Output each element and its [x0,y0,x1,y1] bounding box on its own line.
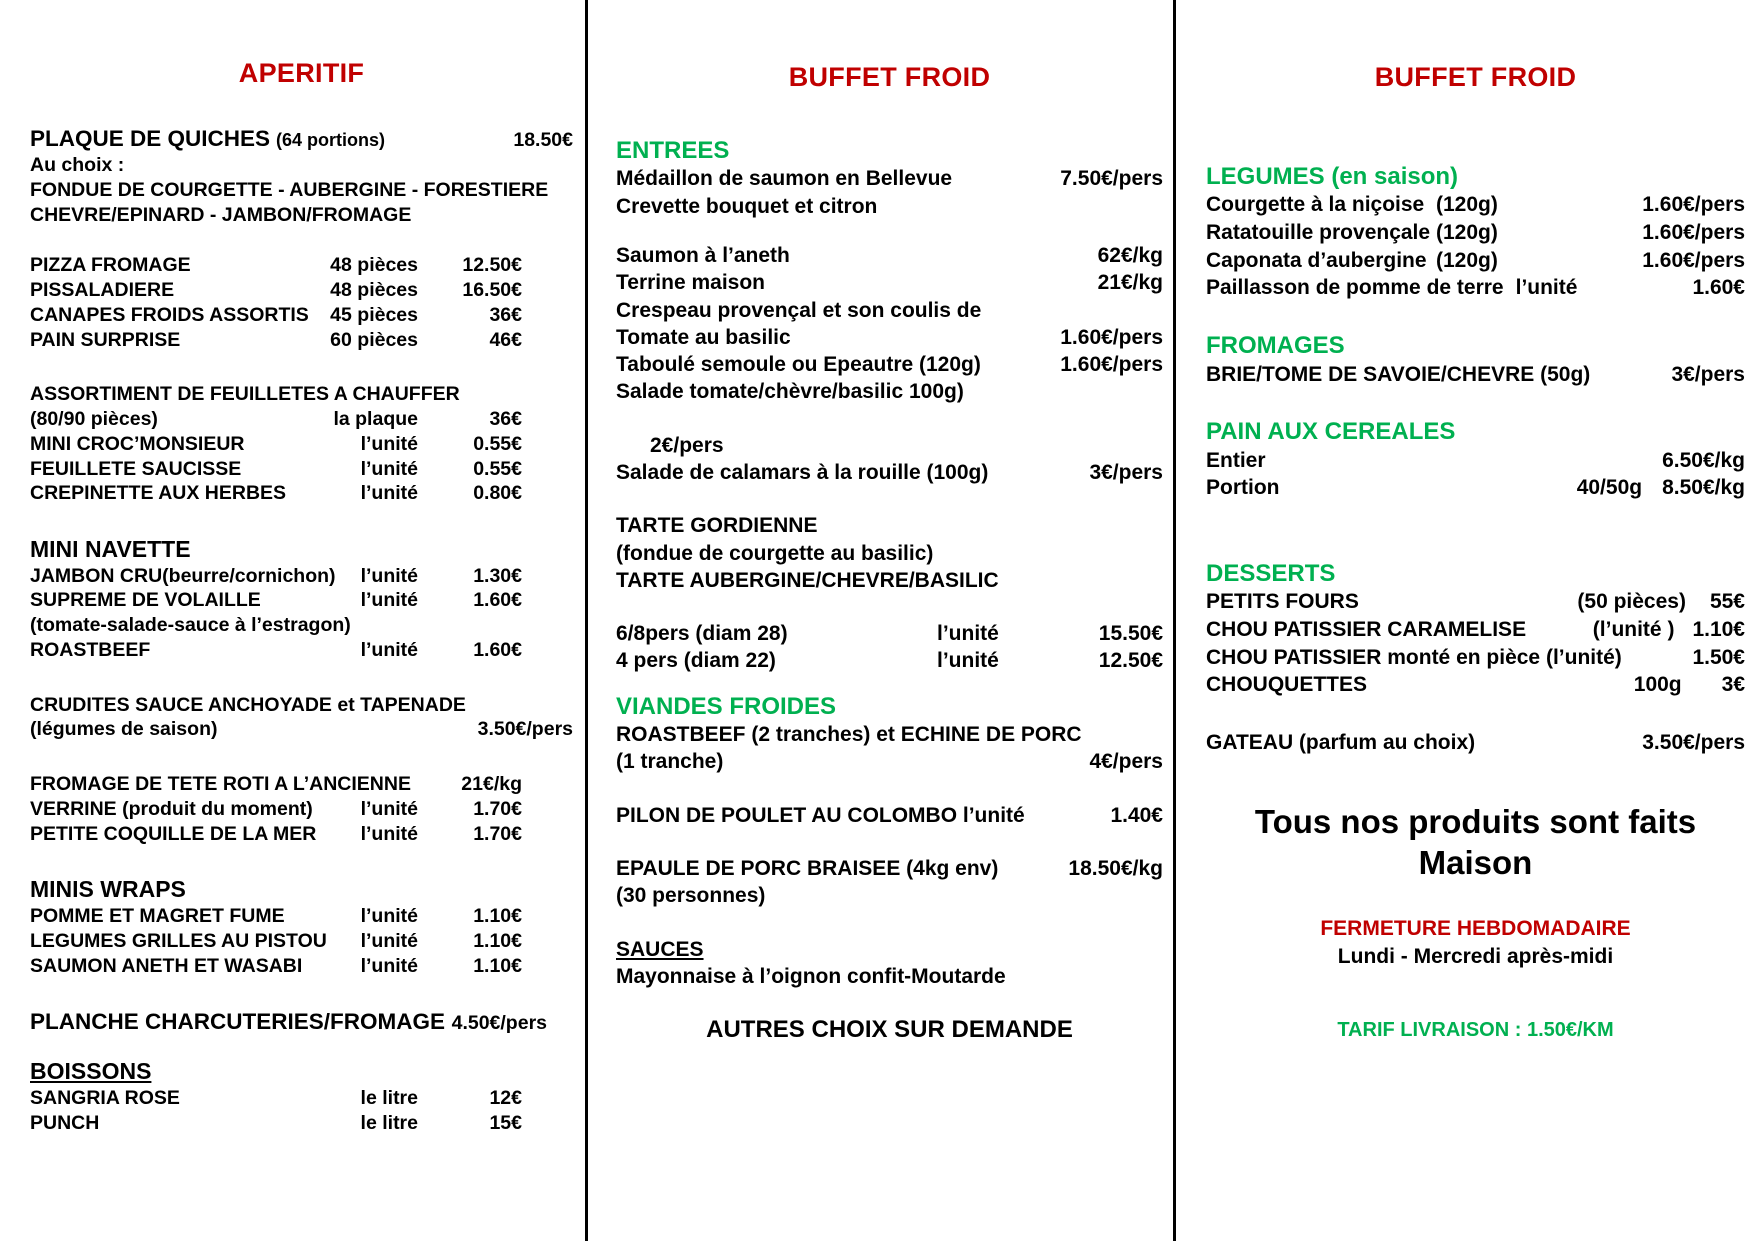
item-name: (80/90 pièces) [30,408,158,431]
item-qty: le litre [360,1111,418,1134]
item-price: 1.50€ [1692,645,1745,669]
item-name: MINI CROC’MONSIEUR [30,432,245,455]
menu-row-pissaladiere [30,278,573,303]
item-name: CREPINETTE AUX HERBES [30,482,287,505]
item-qty: l’unité [360,482,418,505]
item-price: 0.55€ [473,432,522,455]
item-price: 12€ [489,1087,522,1110]
item-name: FROMAGE DE TETE ROTI A L’ANCIENNE [30,773,411,796]
menu-row-pain-entier [1206,447,1745,475]
menu-row-paillasson [1206,274,1745,302]
menu-row-ratatouille [1206,219,1745,247]
item-price: 3.50€/pers [477,718,573,741]
item-qty: l’unité [360,564,418,587]
item-price: 1.10€ [473,954,522,977]
item-price: 1.40€ [1110,803,1163,827]
item-name: Ratatouille provençale [1206,221,1431,245]
item-price: 15.50€ [1098,622,1163,646]
item-price: 3€/pers [1671,362,1745,386]
menu-row-pain-surprise [30,328,573,353]
item-name: Tomate au basilic [616,325,791,349]
item-price: 1.70€ [473,822,522,845]
item-name: PIZZA FROMAGE [30,254,191,277]
item-unit: 40/50g [1576,476,1643,500]
item-qty: l’unité [360,457,418,480]
item-name: Médaillon de saumon en Bellevue [616,167,953,191]
tarte-aubergine-heading: TARTE AUBERGINE/CHEVRE/BASILIC [616,568,999,592]
item-unit: l’unité [937,649,999,673]
menu-row-sangria [30,1086,573,1111]
item-name: FEUILLETE SAUCISSE [30,457,242,480]
page-title-buffet-froid-1: BUFFET FROID [788,62,991,92]
entrees-heading: ENTREES [616,137,730,164]
fromages-heading: FROMAGES [1206,332,1345,360]
item-qty: la plaque [333,408,418,431]
menu-row-feuilletes-plaque [30,407,573,432]
desserts-heading: DESSERTS [1206,559,1336,587]
page-title-aperitif: APERITIF [238,58,365,88]
item-name: SAUMON ANETH ET WASABI [30,954,303,977]
menu-row-epaule-porc [616,855,1163,882]
item-price: 4.50€/pers [451,1012,547,1035]
menu-row-petits-fours [1206,588,1745,616]
menu-row-pizza-fromage [30,253,573,278]
item-name: BRIE/TOME DE SAVOIE/CHEVRE (50g) [1206,362,1591,386]
item-name: SANGRIA ROSE [30,1087,180,1110]
supreme-volaille-note: (tomate-salade-sauce à l’estragon) [30,614,351,637]
viandes-froides-heading: VIANDES FROIDES [616,692,837,720]
item-price: 36€ [489,408,522,431]
item-unit: l’unité [937,622,999,646]
item-qty: 60 pièces [330,328,418,351]
menu-row-crudites [30,717,573,742]
menu-row-pilon-poulet [616,802,1163,829]
boissons-heading: BOISSONS [30,1058,152,1085]
item-qty: l’unité [360,905,418,928]
item-name: EPAULE DE PORC BRAISEE (4kg env) [616,856,999,880]
item-unit: (120g) [1436,193,1498,217]
plaque-quiches-portions: (64 portions) [276,130,386,150]
item-qty: 45 pièces [330,303,418,326]
menu-row-roastbeef-navette [30,638,573,663]
item-name: Terrine maison [616,271,765,295]
menu-row-tomate-basilic [616,324,1163,351]
item-price: 46€ [489,328,522,351]
fermeture-days: Lundi - Mercredi après-midi [1337,945,1614,969]
menu-row-wrap-legumes [30,929,573,954]
menu-row-crepinette [30,481,573,506]
item-price: 3€/pers [1089,460,1163,484]
menu-row-pain-portion [1206,474,1745,502]
item-qty: l’unité [360,929,418,952]
plaque-de-quiches-row [30,125,573,153]
menu-row-wrap-magret [30,904,573,929]
menu-row-tarte-4pers [616,647,1163,674]
item-price: 1.60€ [473,638,522,661]
column-buffet-froid-2 [1173,0,1755,1241]
item-price: 18.50€/kg [1068,856,1163,880]
item-price: 1.10€ [1692,618,1745,641]
item-price: 36€ [489,303,522,326]
item-price: 16.50€ [462,279,522,302]
item-name: 6/8pers (diam 28) [616,622,788,646]
item-name: LEGUMES GRILLES AU PISTOU [30,929,327,952]
maison-slogan-line1: Tous nos produits sont faits [1254,802,1697,840]
item-price: 0.80€ [473,482,522,505]
item-qty: l’unité [360,797,418,820]
item-price: 55€ [1709,590,1745,614]
column-aperitif [0,0,585,1241]
item-name: Saumon à l’aneth [616,243,790,267]
tarte-gordienne-sub: (fondue de courgette au basilic) [616,541,934,565]
item-price: 3€ [1721,673,1745,697]
item-price: 1.10€ [473,929,522,952]
menu-row-feuillete-saucisse [30,457,573,482]
menu-row-courgette-nicoise [1206,191,1745,219]
item-name: 4 pers (diam 22) [616,649,776,673]
item-name: PETITE COQUILLE DE LA MER [30,822,317,845]
menu-row-salade-tomate-chevre: Salade tomate/chèvre/basilic 100g) [616,380,964,404]
item-unit: (l’unité ) [1592,618,1675,641]
maison-slogan [1206,801,1745,884]
item-name: PAIN SURPRISE [30,328,181,351]
menu-row-planche-charcuteries [30,1008,573,1036]
item-name: Portion [1206,476,1280,500]
item-unit: (120g) [1436,248,1498,272]
item-name: CHOU PATISSIER monté en pièce (l’unité) [1206,645,1622,669]
tarif-livraison: TARIF LIVRAISON : 1.50€/KM [1337,1019,1614,1042]
item-name: ROASTBEEF [30,638,151,661]
pain-cereales-heading: PAIN AUX CEREALES [1206,418,1456,446]
item-price: 21€/kg [461,773,522,796]
menu-row-petite-coquille [30,822,573,847]
item-price: 1.60€ [473,589,522,612]
menu-row-croc-monsieur [30,432,573,457]
item-name: Entier [1206,448,1266,472]
item-qty: l’unité [360,638,418,661]
mini-navette-heading: MINI NAVETTE [30,536,191,563]
menu-row-supreme-volaille [30,588,573,613]
menu-row-caponata [1206,247,1745,275]
quiches-choice-line-1: FONDUE DE COURGETTE - AUBERGINE - FORESTIERE [30,178,549,201]
quiches-choice-line-2: CHEVRE/EPINARD - JAMBON/FROMAGE [30,203,412,226]
item-price: 8.50€/kg [1662,476,1745,500]
item-name: JAMBON CRU(beurre/cornichon) [30,564,336,587]
menu-row-wrap-saumon [30,954,573,979]
sauces-heading: SAUCES [616,937,704,961]
page-title-buffet-froid-2: BUFFET FROID [1374,62,1577,92]
item-price: 12.50€ [462,254,522,277]
item-unit: (50 pièces) [1577,590,1686,614]
item-qty: 48 pièces [330,279,418,302]
item-price: 1.60€/pers [1060,353,1163,377]
item-price: 1.30€ [473,564,522,587]
crudites-heading: CRUDITES SAUCE ANCHOYADE et TAPENADE [30,693,466,716]
menu-row-tarte-6-8pers [616,620,1163,647]
maison-slogan-line2: Maison [1418,844,1533,882]
roastbeef-echine-line: ROASTBEEF (2 tranches) et ECHINE DE PORC [616,723,1082,747]
tarte-gordienne-heading: TARTE GORDIENNE [616,514,818,538]
item-name: Caponata d’aubergine [1206,248,1427,272]
fermeture-title: FERMETURE HEBDOMADAIRE [1320,917,1631,941]
menu-row-gateau [1206,729,1745,757]
item-unit: l’unité [1515,276,1578,300]
item-price: 62€/kg [1097,243,1163,267]
menu-row-terrine-maison [616,269,1163,296]
item-qty: l’unité [360,954,418,977]
item-price: 21€/kg [1097,271,1163,295]
item-name: PISSALADIERE [30,279,175,302]
menu-row-saumon-aneth [616,242,1163,269]
item-name: VERRINE (produit du moment) [30,797,313,820]
menu-row-chouquettes [1206,671,1745,699]
menu-row-taboule [616,351,1163,378]
item-price: 4€/pers [1089,750,1163,774]
item-price: 1.70€ [473,797,522,820]
item-qty: 48 pièces [330,254,418,277]
item-name: CANAPES FROIDS ASSORTIS [30,303,309,326]
item-name: SUPREME DE VOLAILLE [30,589,261,612]
menu-row-medaillon-saumon [616,165,1163,192]
column-buffet-froid-1 [585,0,1173,1241]
menu-row-crevette-bouquet: Crevette bouquet et citron [616,194,878,218]
menu-row-brie-tome-chevre [1206,361,1745,389]
item-name: PUNCH [30,1111,100,1134]
plaque-quiches-price: 18.50€ [513,129,573,151]
au-choix-label: Au choix : [30,154,125,177]
item-price: 7.50€/pers [1060,167,1163,191]
item-price: 15€ [489,1111,522,1134]
autres-choix-note: AUTRES CHOIX SUR DEMANDE [706,1016,1073,1044]
menu-row-fromage-de-tete [30,772,573,797]
item-name: POMME ET MAGRET FUME [30,905,285,928]
item-price: 0.55€ [473,457,522,480]
item-name: Taboulé semoule ou Epeautre (120g) [616,353,981,377]
legumes-heading: LEGUMES (en saison) [1206,163,1459,190]
item-name: Paillasson de pomme de terre [1206,276,1504,300]
item-name: Courgette à la niçoise [1206,193,1425,217]
item-price: 6.50€/kg [1662,448,1745,472]
item-name: PILON DE POULET AU COLOMBO l’unité [616,803,1025,827]
menu-row-jambon-cru [30,564,573,589]
menu-row-1-tranche [616,748,1163,775]
item-name: (1 tranche) [616,750,724,774]
item-name: PLANCHE CHARCUTERIES/FROMAGE [30,1009,446,1035]
menu-row-chou-caramelise [1206,616,1745,644]
item-price: 1.60€/pers [1642,221,1745,245]
feuilletes-heading: ASSORTIMENT DE FEUILLETES A CHAUFFER [30,383,460,406]
item-name: Salade de calamars à la rouille (100g) [616,460,989,484]
menu-row-chou-monte [1206,644,1745,672]
crespeau-line: Crespeau provençal et son coulis de [616,298,982,322]
item-unit: (120g) [1436,221,1498,245]
menu-row-canapes-froids [30,303,573,328]
item-qty: le litre [360,1087,418,1110]
epaule-porc-sub: (30 personnes) [616,884,766,908]
sauces-line: Mayonnaise à l’oignon confit-Moutarde [616,964,1006,988]
plaque-quiches-label: PLAQUE DE QUICHES [30,126,271,151]
menu-row-punch [30,1111,573,1136]
item-price: 1.60€/pers [1642,248,1745,272]
pers2-price: 2€/pers [650,433,724,457]
menu-row-salade-calamars [616,459,1163,486]
item-unit: 100g [1633,673,1682,697]
item-qty: l’unité [360,589,418,612]
item-name: (légumes de saison) [30,718,218,741]
item-name: CHOUQUETTES [1206,673,1368,697]
item-price: 1.60€ [1692,276,1745,300]
menu-row-verrine [30,797,573,822]
item-name: PETITS FOURS [1206,590,1359,614]
item-price: 3.50€/pers [1642,731,1745,755]
item-price: 1.60€/pers [1060,325,1163,349]
minis-wraps-heading: MINIS WRAPS [30,876,186,903]
item-price: 12.50€ [1098,649,1163,673]
item-qty: l’unité [360,432,418,455]
item-price: 1.60€/pers [1642,193,1745,217]
item-qty: l’unité [360,822,418,845]
item-name: GATEAU (parfum au choix) [1206,731,1476,755]
item-name: CHOU PATISSIER CARAMELISE [1206,618,1527,641]
item-price: 1.10€ [473,905,522,928]
